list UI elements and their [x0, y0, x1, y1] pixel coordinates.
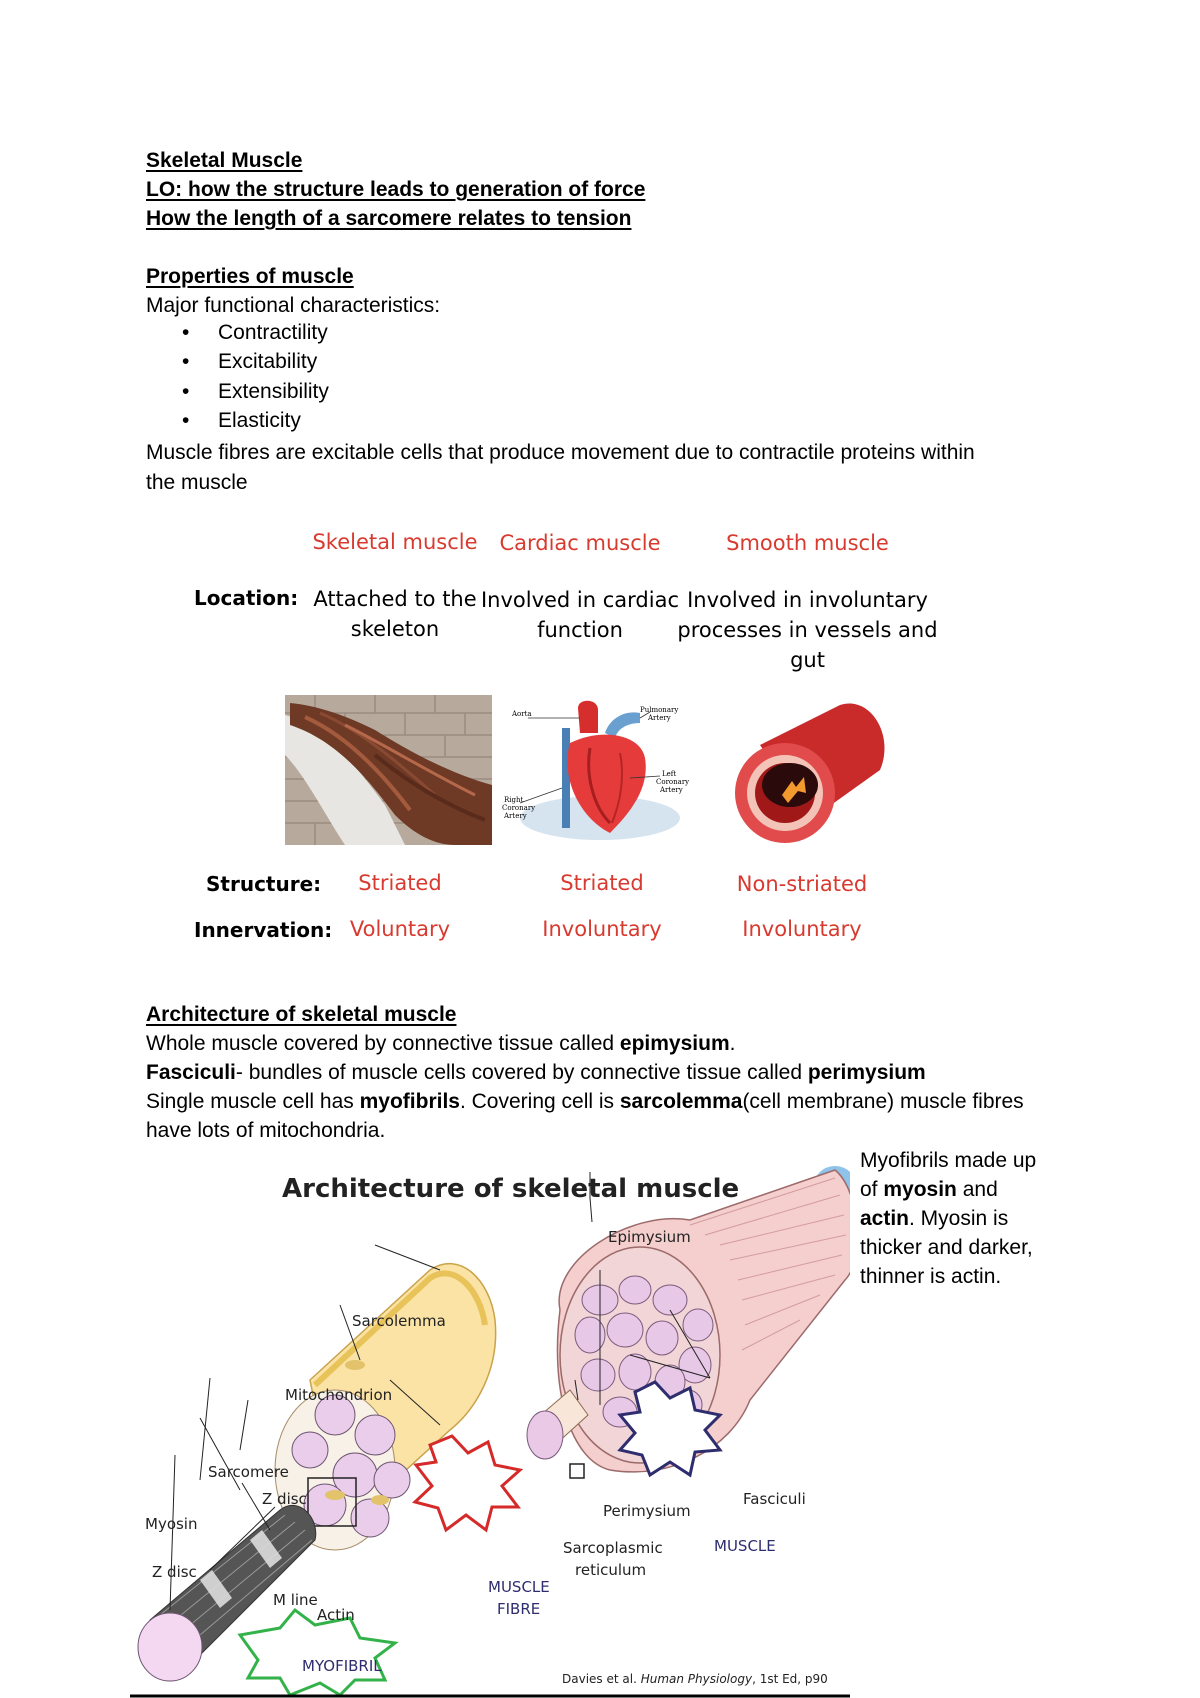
architecture-heading: Architecture of skeletal muscle — [146, 1003, 457, 1026]
diagram-illustration — [130, 1150, 850, 1698]
innervation-label: Innervation: — [194, 918, 333, 942]
learning-objective-2: How the length of a sarcomere relates to tension — [146, 207, 632, 230]
side-note: Myofibrils made up of myosin and actin. Myosin is thicker and darker, thinner is actin. — [860, 1149, 1037, 1288]
svg-text:Coronary: Coronary — [656, 778, 690, 786]
label-fasciculi: Fasciculi — [743, 1490, 806, 1508]
location-skeletal: Attached to the skeleton — [313, 587, 477, 641]
star-label-myofibril: MYOFIBRIL — [302, 1657, 382, 1675]
location-cardiac: Involved in cardiac function — [480, 588, 680, 642]
skeletal-muscle-arm-image — [285, 695, 492, 845]
star-label-muscle: MUSCLE — [714, 1537, 776, 1555]
learning-objective-1: LO: how the structure leads to generation of force — [146, 178, 646, 201]
svg-text:Coronary: Coronary — [502, 804, 536, 812]
architecture-paragraph-4: have lots of mitochondria. — [146, 1119, 386, 1142]
structure-label: Structure: — [206, 872, 322, 896]
architecture-diagram — [130, 1150, 850, 1698]
innervation-skeletal: Voluntary — [349, 917, 451, 941]
page-title: Skeletal Muscle — [146, 149, 303, 172]
label-z-disc-2: Z disc — [152, 1563, 197, 1581]
label-sarcomere: Sarcomere — [208, 1463, 289, 1481]
svg-text:Artery: Artery — [504, 812, 527, 820]
svg-text:Left: Left — [662, 770, 677, 778]
location-smooth: Involved in involuntary processes in vessels and gut — [677, 588, 938, 672]
cardiac-muscle-heart-image — [500, 698, 700, 848]
label-sarcoplasmic-1: Sarcoplasmic — [563, 1539, 663, 1557]
label-m-line: M line — [273, 1591, 318, 1609]
structure-cardiac: Striated — [560, 871, 644, 895]
innervation-smooth: Involuntary — [742, 917, 862, 941]
svg-text:Artery: Artery — [660, 786, 683, 794]
architecture-paragraph-3: Single muscle cell has myofibrils. Covering cell is sarcolemma(cell membrane) muscle fibres — [146, 1090, 1024, 1113]
svg-text:Pulmonary: Pulmonary — [640, 706, 679, 714]
svg-text:Right: Right — [504, 796, 524, 804]
label-actin: Actin — [317, 1606, 355, 1624]
location-label: Location: — [194, 586, 299, 610]
star-label-fibre-1: MUSCLE — [488, 1578, 550, 1596]
architecture-paragraph-2: Fasciculi- bundles of muscle cells covered by connective tissue called perimysium — [146, 1061, 926, 1084]
header-cardiac: Cardiac muscle — [499, 531, 661, 555]
properties-heading: Properties of muscle — [146, 265, 354, 288]
label-sarcoplasmic-2: reticulum — [575, 1561, 647, 1579]
svg-text:Artery: Artery — [648, 714, 671, 722]
structure-smooth: Non-striated — [736, 872, 868, 896]
innervation-cardiac: Involuntary — [542, 917, 662, 941]
label-perimysium: Perimysium — [603, 1502, 691, 1520]
diagram-title: Architecture of skeletal muscle — [282, 1174, 740, 1204]
label-epimysium: Epimysium — [608, 1228, 691, 1246]
label-sarcolemma: Sarcolemma — [352, 1312, 446, 1330]
label-mitochondrion: Mitochondrion — [285, 1386, 393, 1404]
structure-skeletal: Striated — [358, 871, 442, 895]
svg-text:Aorta: Aorta — [512, 710, 532, 718]
star-label-fibre-2: FIBRE — [497, 1600, 541, 1618]
smooth-muscle-vessel-image — [730, 695, 890, 850]
label-z-disc-1: Z disc — [262, 1490, 307, 1508]
properties-paragraph-line-1: Muscle fibres are excitable cells that produce movement due to contractile proteins within — [146, 441, 975, 464]
label-myosin: Myosin — [145, 1515, 198, 1533]
diagram-citation: Davies et al. Human Physiology, 1st Ed, p90 — [562, 1672, 828, 1686]
architecture-paragraph-1: Whole muscle covered by connective tissue called epimysium. — [146, 1032, 736, 1055]
properties-paragraph-line-2: the muscle — [146, 471, 248, 494]
header-smooth: Smooth muscle — [726, 531, 889, 555]
header-skeletal: Skeletal muscle — [312, 530, 478, 554]
properties-intro: Major functional characteristics: — [146, 294, 441, 317]
